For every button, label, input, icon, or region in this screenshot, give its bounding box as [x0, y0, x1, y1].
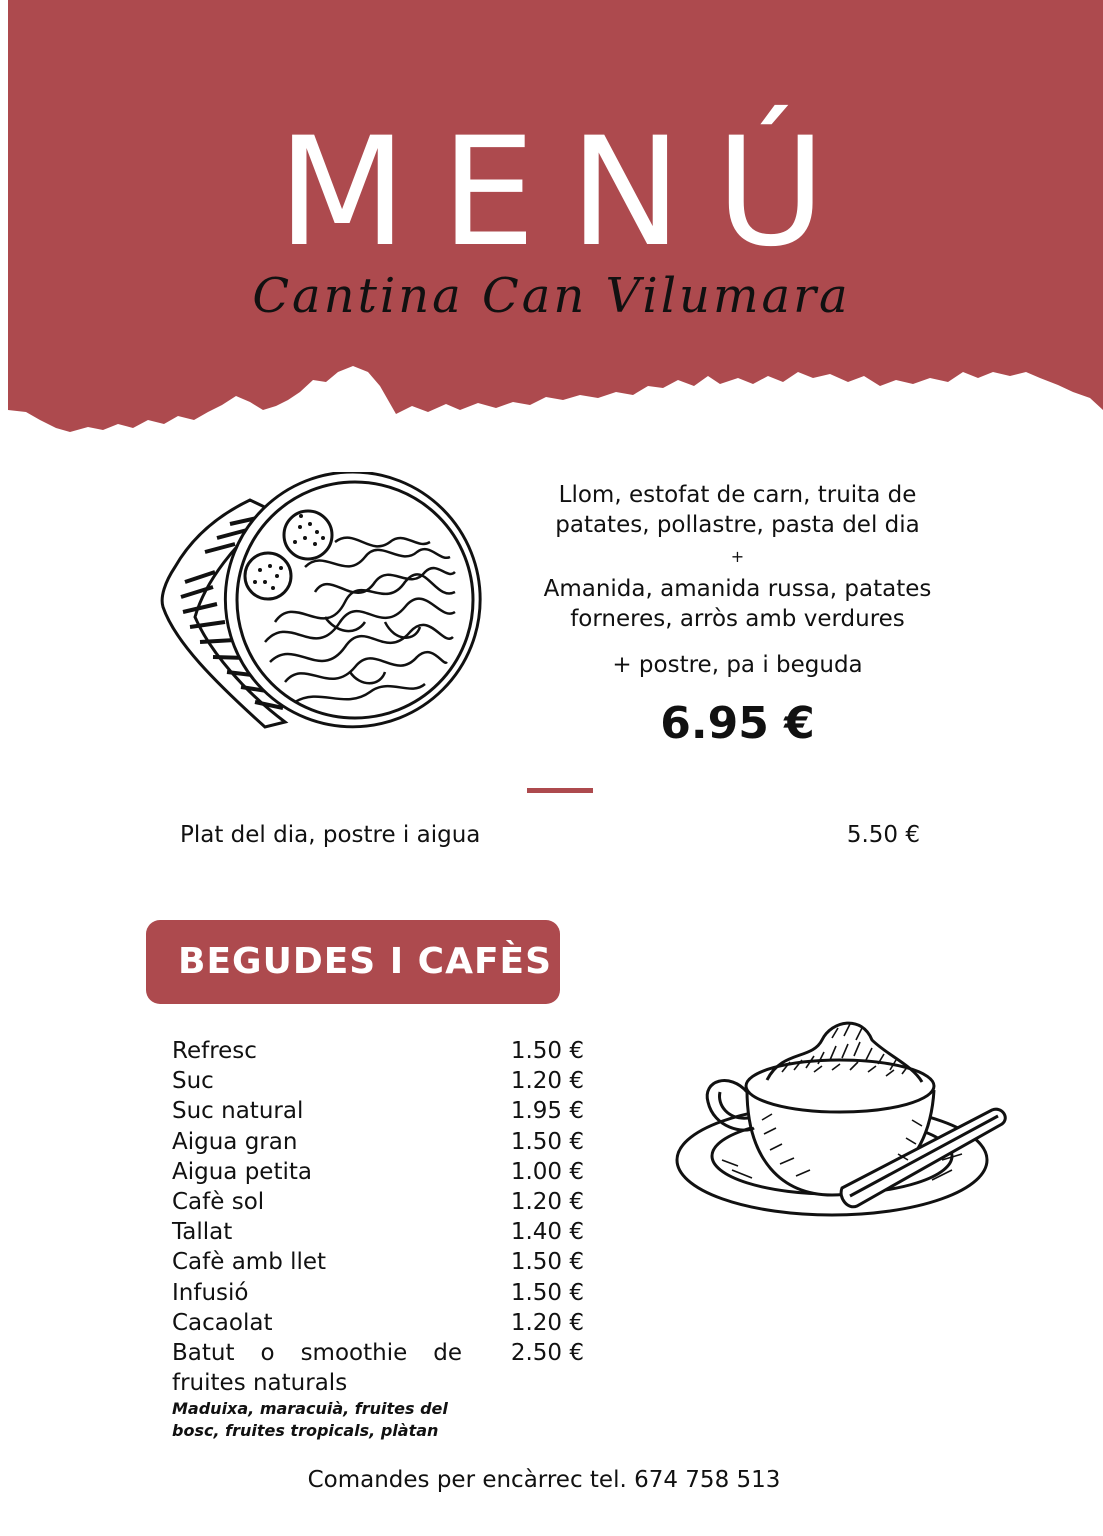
drink-price: 1.20 €	[510, 1309, 584, 1336]
pasta-plate-illustration	[155, 472, 485, 734]
list-item	[172, 1066, 584, 1096]
drink-price: 2.50 €	[510, 1340, 584, 1367]
list-item	[172, 1096, 584, 1126]
drink-price: 1.50 €	[510, 1279, 584, 1306]
plus-sign: +	[730, 547, 745, 566]
menu-title: MENÚ	[277, 106, 860, 280]
plat-del-dia-row	[180, 822, 920, 848]
drink-price: 1.95 €	[510, 1098, 584, 1125]
list-item	[172, 1308, 584, 1338]
restaurant-name: Cantina Can Vilumara	[252, 268, 851, 324]
drink-name: Cafè amb llet	[172, 1249, 327, 1276]
drink-name: Cafè sol	[172, 1189, 265, 1216]
list-item	[172, 1217, 584, 1247]
daily-mains-line-2: patates, pollastre, pasta del dia	[555, 512, 920, 538]
list-item	[172, 1247, 584, 1277]
list-item	[172, 1127, 584, 1157]
drinks-heading: BEGUDES I CAFÈS	[146, 920, 560, 1004]
drink-name: Aigua petita	[172, 1158, 312, 1185]
drink-price: 1.50 €	[510, 1249, 584, 1276]
drink-price: 1.00 €	[510, 1158, 584, 1185]
list-item	[172, 1278, 584, 1308]
list-item	[172, 1187, 584, 1217]
drink-name: Tallat	[172, 1219, 233, 1246]
list-item	[172, 1036, 584, 1066]
drink-name: Cacaolat	[172, 1309, 273, 1336]
drink-name: Suc natural	[172, 1098, 304, 1125]
list-item	[172, 1157, 584, 1187]
list-item	[172, 1338, 584, 1398]
drink-name: Aigua gran	[172, 1128, 298, 1155]
divider	[527, 788, 593, 793]
daily-menu-price: 6.95 €	[660, 698, 815, 749]
drink-name: Refresc	[172, 1038, 257, 1064]
drinks-list	[172, 1036, 584, 1442]
footer-phone: Comandes per encàrrec tel. 674 758 513	[307, 1467, 781, 1493]
daily-sides-line-2: forneres, arròs amb verdures	[570, 606, 905, 632]
daily-sides-line-1: Amanida, amanida russa, patates	[543, 576, 932, 602]
daily-mains-line-1: Llom, estofat de carn, truita de	[558, 482, 917, 508]
drink-name: Suc	[172, 1068, 214, 1095]
drink-name: Infusió	[172, 1279, 249, 1306]
daily-menu	[505, 480, 970, 752]
plat-del-dia-price: 5.50 €	[846, 822, 920, 848]
drink-price: 1.40 €	[510, 1219, 584, 1246]
drink-price: 1.20 €	[510, 1068, 584, 1095]
drink-name: Batut o smoothie de fruites naturals	[172, 1340, 462, 1397]
plat-del-dia-label: Plat del dia, postre i aigua	[180, 822, 481, 848]
drink-price: 1.50 €	[510, 1128, 584, 1155]
smoothie-flavours: Maduixa, maracuià, fruites del bosc, fruites tropicals, plàtan	[172, 1399, 448, 1441]
daily-extras: + postre, pa i beguda	[612, 652, 863, 678]
coffee-cup-illustration	[672, 1010, 1017, 1225]
drink-price: 1.20 €	[510, 1189, 584, 1216]
drink-price: 1.50 €	[510, 1038, 584, 1064]
